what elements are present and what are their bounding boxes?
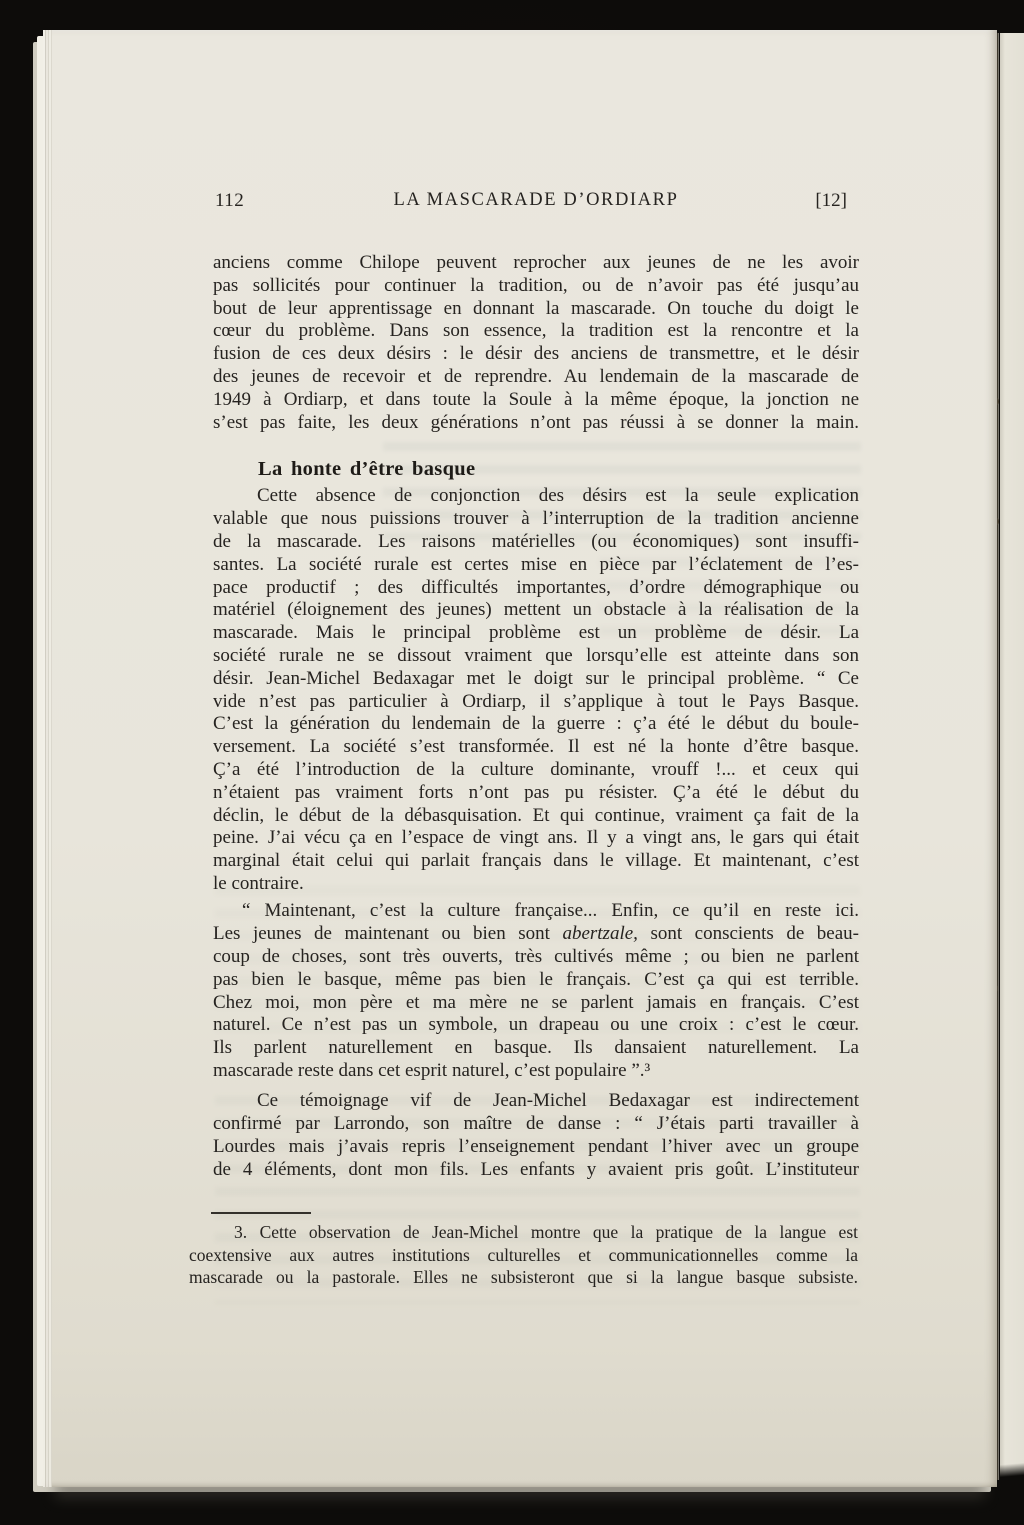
text-line: naturel. Ce n’est pas un symbole, un drapeau ou une croix : c’est le cœur. xyxy=(213,1014,859,1036)
text-line: mascarade ou la pastorale. Elles ne subsisteront que si la langue basque subsiste. xyxy=(189,1267,858,1287)
paragraph xyxy=(213,485,859,895)
text-line: coup de choses, sont très ouverts, très cultivés même ; ou bien ne parlent xyxy=(213,946,859,967)
text-line: Chez moi, mon père et ma mère ne se parlent jamais en français. C’est xyxy=(213,991,859,1013)
text-line: des jeunes de recevoir et de reprendre. Au lendemain de la mascarade de xyxy=(213,365,859,387)
facing-page-corner-shadow xyxy=(1000,1440,1024,1500)
text-line: mascarade. Mais le principal problème est un problème de désir. La xyxy=(213,622,859,644)
header-bracket-number: [12] xyxy=(815,190,847,211)
paragraph xyxy=(213,900,859,1082)
text-line: santes. La société rurale est certes mise en pièce par l’éclatement de l’es- xyxy=(213,553,859,575)
text-line: pace productif ; des difficultés importantes, d’ordre démographique ou xyxy=(213,576,859,598)
text-line: anciens comme Chilope peuvent reprocher aux jeunes de ne les avoir xyxy=(213,252,859,273)
text-line: Ç’a été l’introduction de la culture dominante, vrouff !... et ceux qui xyxy=(213,759,859,781)
text-line: C’est la génération du lendemain de la guerre : ç’a été le début du boule- xyxy=(213,713,859,735)
text-line: marginal était celui qui parlait français dans le village. Et maintenant, c’est xyxy=(213,850,859,872)
text-line: pas bien le basque, même pas bien le français. C’est ça qui est terrible. xyxy=(213,968,859,990)
text-line: vide n’est pas particulier à Ordiarp, il s’applique à tout le Pays Basque. xyxy=(213,690,859,712)
text-line: Lourdes mais j’avais repris l’enseignement pendant l’hiver avec un groupe xyxy=(213,1135,859,1157)
page-number: 112 xyxy=(215,190,245,211)
paragraph xyxy=(213,252,859,434)
text-line: Ils parlent naturellement en basque. Ils dansaient naturellement. La xyxy=(213,1037,859,1059)
text-line: coextensive aux autres institutions culturelles et communicationnelles comme la xyxy=(189,1244,858,1265)
text-line: 1949 à Ordiarp, et dans toute la Soule à la même époque, la jonction ne xyxy=(213,388,859,410)
text-line: mascarade reste dans cet esprit naturel, c’est populaire ”.³ xyxy=(213,1059,651,1081)
paragraph xyxy=(213,1090,859,1181)
text-line: désir. Jean-Michel Bedaxagar met le doigt sur le principal problème. “ Ce xyxy=(213,667,859,689)
text-line: déclin, le début de la débasquisation. Et qui continue, vraiment ça fait de la xyxy=(213,804,859,826)
text-line: matériel (éloignement des jeunes) mettent un obstacle à la réalisation de la xyxy=(213,599,859,621)
text-line: le contraire. xyxy=(213,873,304,895)
text-line: confirmé par Larrondo, son maître de danse : “ J’étais parti travailler à xyxy=(213,1113,859,1135)
text-line: versement. La société s’est transformée. Il est né la honte d’être basque. xyxy=(213,736,859,758)
text-line: pas sollicités pour continuer la tradition, ou de n’avoir pas été jusqu’au xyxy=(213,274,859,296)
text-line: cœur du problème. Dans son essence, la tradition est la rencontre et la xyxy=(213,320,859,342)
running-title: LA MASCARADE D’ORDIARP xyxy=(393,190,679,210)
text-line: Cette absence de conjonction des désirs est la seule explication xyxy=(257,485,859,507)
facing-page-sliver xyxy=(1000,33,1024,1478)
text-column xyxy=(213,252,859,1181)
text-line: “ Maintenant, c’est la culture française... Enfin, ce qu’il en reste ici. xyxy=(242,900,859,922)
running-header xyxy=(213,190,859,216)
book-page xyxy=(43,30,997,1487)
text-line: Les jeunes de maintenant ou bien sont abertzale, sont conscients de beau- xyxy=(213,923,859,945)
footnote-rule xyxy=(211,1212,311,1214)
text-line: s’est pas faite, les deux générations n’ont pas réussi à se donner la main. xyxy=(213,411,859,433)
text-line: société rurale ne se dissout vraiment que lorsqu’elle est atteinte dans son xyxy=(213,645,859,667)
text-line: fusion de ces deux désirs : le désir des anciens de transmettre, et le désir xyxy=(213,343,859,365)
page-edge-lines xyxy=(43,30,59,1487)
footnote xyxy=(189,1221,858,1289)
text-line: n’étaient pas vraiment forts n’ont pas pu résister. Ç’a été le début du xyxy=(213,781,859,803)
text-line: 3. Cette observation de Jean-Michel montre que la pratique de la langue est xyxy=(234,1222,858,1242)
text-line: valable que nous puissions trouver à l’interruption de la tradition ancienne xyxy=(213,508,859,530)
text-line: de 4 éléments, dont mon fils. Les enfants y avaient pris goût. L’instituteur xyxy=(213,1158,859,1180)
text-line: de la mascarade. Les raisons matérielles (ou économiques) sont insuffi- xyxy=(213,531,859,553)
text-line: bout de leur apprentissage en donnant la mascarade. On touche du doigt le xyxy=(213,297,859,319)
text-line: peine. J’ai vécu ça en l’espace de vingt ans. Il y a vingt ans, le gars qui était xyxy=(213,827,859,849)
text-line: Ce témoignage vif de Jean-Michel Bedaxagar est indirectement xyxy=(257,1090,859,1112)
section-heading: La honte d’être basque xyxy=(258,457,476,480)
